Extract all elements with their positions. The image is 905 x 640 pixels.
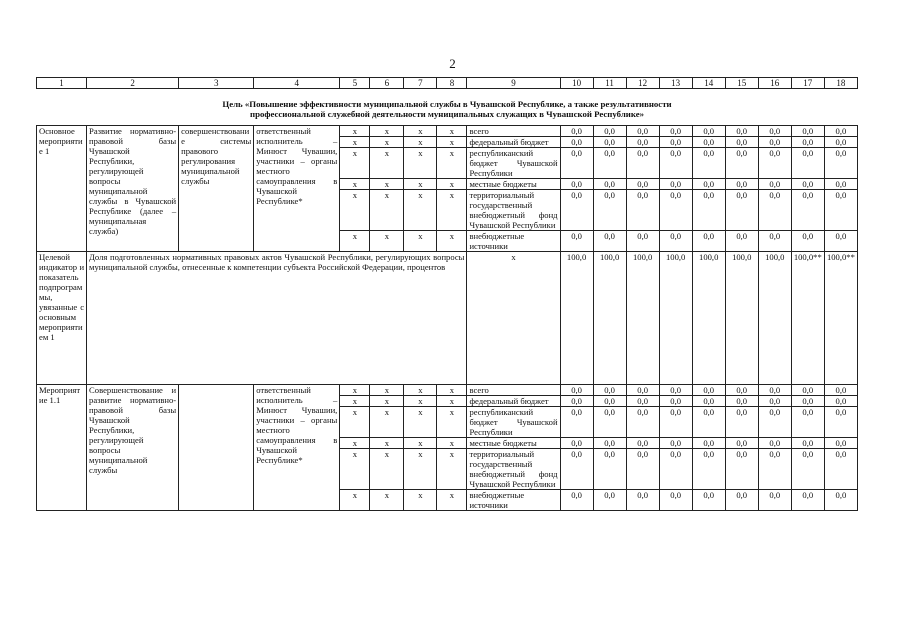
budget-code-mark: х (404, 449, 437, 490)
column-header-5: 5 (340, 78, 370, 89)
funding-value: 0,0 (791, 126, 824, 137)
funding-value: 0,0 (758, 148, 791, 179)
funding-value: 0,0 (560, 449, 593, 490)
funding-value: 0,0 (560, 231, 593, 252)
budget-code-mark: х (437, 179, 467, 190)
budget-code-mark: х (437, 438, 467, 449)
budget-code-mark: х (404, 231, 437, 252)
budget-code-mark: х (340, 137, 370, 148)
funding-source: внебюджетные источники (467, 490, 560, 511)
funding-value: 0,0 (758, 438, 791, 449)
indicator-value: 100,0 (626, 252, 659, 385)
budget-code-mark: х (340, 438, 370, 449)
funding-source: местные бюджеты (467, 438, 560, 449)
funding-value: 0,0 (626, 396, 659, 407)
funding-value: 0,0 (758, 126, 791, 137)
funding-value: 0,0 (692, 438, 725, 449)
budget-code-mark: х (340, 179, 370, 190)
funding-value: 0,0 (725, 490, 758, 511)
funding-value: 0,0 (824, 190, 857, 231)
funding-value: 0,0 (593, 148, 626, 179)
funding-value: 0,0 (824, 137, 857, 148)
column-header-17: 17 (791, 78, 824, 89)
funding-value: 0,0 (791, 490, 824, 511)
budget-code-mark: х (404, 190, 437, 231)
funding-value: 0,0 (560, 148, 593, 179)
funding-value: 0,0 (593, 231, 626, 252)
budget-code-mark: х (340, 490, 370, 511)
funding-value: 0,0 (659, 190, 692, 231)
budget-code-mark: х (370, 385, 404, 396)
funding-value: 0,0 (725, 449, 758, 490)
funding-source: территориальный государственный внебюджетный фонд Чувашской Республики (467, 449, 560, 490)
funding-value: 0,0 (692, 385, 725, 396)
funding-value: 0,0 (824, 231, 857, 252)
funding-value: 0,0 (659, 449, 692, 490)
funding-value: 0,0 (659, 385, 692, 396)
main-event-title: Развитие нормативно-правовой базы Чувашской Республики, регулирующей вопросы муниципальной службы в Чувашской Республике (далее – муниципальная служба) (87, 126, 179, 252)
indicator-label: Целевой индикатор и показатель подпрограммы, увязанные с основным мероприятием 1 (37, 252, 87, 385)
funding-value: 0,0 (692, 179, 725, 190)
budget-code-mark: х (404, 438, 437, 449)
budget-code-mark: х (370, 407, 404, 438)
column-header-7: 7 (404, 78, 437, 89)
indicator-value: 100,0 (692, 252, 725, 385)
funding-value: 0,0 (824, 490, 857, 511)
budget-code-mark: х (437, 190, 467, 231)
funding-value: 0,0 (593, 190, 626, 231)
table-body (37, 78, 858, 511)
goal-line-2: профессиональной служебной деятельности муниципальных служащих в Чувашской Республике» (250, 109, 644, 119)
funding-value: 0,0 (593, 449, 626, 490)
main-event-code: Основное мероприятие 1 (37, 126, 87, 252)
budget-code-mark: х (437, 407, 467, 438)
funding-value: 0,0 (560, 190, 593, 231)
budget-code-mark: х (404, 179, 437, 190)
main-event-expected-result: совершенствование системы правового регулирования муниципальной службы (179, 126, 254, 252)
column-header-4: 4 (254, 78, 340, 89)
funding-value: 0,0 (824, 126, 857, 137)
budget-code-mark: х (340, 407, 370, 438)
funding-value: 0,0 (659, 231, 692, 252)
goal-cell (37, 89, 858, 126)
header-row (37, 78, 858, 89)
funding-value: 0,0 (725, 396, 758, 407)
funding-value: 0,0 (692, 126, 725, 137)
goal-line-1: Цель «Повышение эффективности муниципальной службы в Чувашской Республике, а также результативности (222, 99, 672, 109)
column-header-13: 13 (659, 78, 692, 89)
funding-value: 0,0 (692, 190, 725, 231)
budget-code-mark: х (404, 126, 437, 137)
funding-value: 0,0 (725, 179, 758, 190)
funding-value: 0,0 (758, 179, 791, 190)
column-header-16: 16 (758, 78, 791, 89)
funding-value: 0,0 (692, 396, 725, 407)
budget-code-mark: х (370, 137, 404, 148)
funding-value: 0,0 (659, 179, 692, 190)
funding-value: 0,0 (560, 438, 593, 449)
funding-value: 0,0 (593, 385, 626, 396)
funding-value: 0,0 (692, 449, 725, 490)
budget-code-mark: х (437, 137, 467, 148)
funding-value: 0,0 (659, 490, 692, 511)
budget-code-mark: х (370, 438, 404, 449)
funding-value: 0,0 (758, 190, 791, 231)
budget-code-mark: х (437, 449, 467, 490)
column-header-1: 1 (37, 78, 87, 89)
funding-value: 0,0 (725, 385, 758, 396)
funding-source: республиканский бюджет Чувашской Республики (467, 148, 560, 179)
indicator-value: 100,0 (593, 252, 626, 385)
budget-code-mark: х (340, 148, 370, 179)
event-1-1-funding-row (37, 385, 858, 396)
funding-value: 0,0 (725, 231, 758, 252)
funding-value: 0,0 (824, 407, 857, 438)
funding-value: 0,0 (692, 490, 725, 511)
funding-value: 0,0 (791, 137, 824, 148)
funding-value: 0,0 (560, 490, 593, 511)
indicator-value: 100,0** (824, 252, 857, 385)
budget-code-mark: х (437, 148, 467, 179)
program-table (36, 77, 858, 511)
funding-value: 0,0 (791, 148, 824, 179)
funding-value: 0,0 (626, 126, 659, 137)
funding-value: 0,0 (791, 396, 824, 407)
column-header-6: 6 (370, 78, 404, 89)
funding-value: 0,0 (659, 137, 692, 148)
event-1-1-title: Совершенствование и развитие нормативно-правовой базы Чувашской Республики, регулирующей вопросы муниципальной службы (87, 385, 179, 511)
funding-value: 0,0 (725, 126, 758, 137)
indicator-mark: х (467, 252, 560, 385)
column-header-15: 15 (725, 78, 758, 89)
budget-code-mark: х (370, 396, 404, 407)
funding-value: 0,0 (626, 137, 659, 148)
funding-value: 0,0 (758, 231, 791, 252)
event-1-1-code: Мероприятие 1.1 (37, 385, 87, 511)
funding-value: 0,0 (791, 179, 824, 190)
column-header-18: 18 (824, 78, 857, 89)
budget-code-mark: х (340, 231, 370, 252)
funding-value: 0,0 (659, 396, 692, 407)
indicator-value: 100,0 (725, 252, 758, 385)
funding-value: 0,0 (626, 385, 659, 396)
funding-source: местные бюджеты (467, 179, 560, 190)
budget-code-mark: х (370, 231, 404, 252)
funding-value: 0,0 (758, 385, 791, 396)
budget-code-mark: х (404, 385, 437, 396)
budget-code-mark: х (370, 490, 404, 511)
column-header-11: 11 (593, 78, 626, 89)
funding-value: 0,0 (824, 438, 857, 449)
funding-value: 0,0 (824, 385, 857, 396)
budget-code-mark: х (340, 190, 370, 231)
funding-value: 0,0 (758, 396, 791, 407)
funding-source: республиканский бюджет Чувашской Республики (467, 407, 560, 438)
funding-value: 0,0 (725, 438, 758, 449)
funding-value: 0,0 (725, 407, 758, 438)
funding-value: 0,0 (626, 190, 659, 231)
funding-value: 0,0 (824, 396, 857, 407)
column-header-12: 12 (626, 78, 659, 89)
funding-value: 0,0 (758, 137, 791, 148)
column-header-3: 3 (179, 78, 254, 89)
funding-value: 0,0 (659, 438, 692, 449)
main-event-funding-row (37, 126, 858, 137)
budget-code-mark: х (404, 148, 437, 179)
main-event-executor: ответственный исполнитель – Минюст Чувашии, участники – органы местного самоуправления в Чувашской Республике* (254, 126, 340, 252)
funding-value: 0,0 (791, 231, 824, 252)
funding-value: 0,0 (626, 449, 659, 490)
budget-code-mark: х (437, 490, 467, 511)
funding-source: федеральный бюджет (467, 396, 560, 407)
funding-value: 0,0 (824, 179, 857, 190)
funding-value: 0,0 (593, 407, 626, 438)
funding-value: 0,0 (758, 449, 791, 490)
funding-value: 0,0 (692, 137, 725, 148)
budget-code-mark: х (340, 126, 370, 137)
indicator-value: 100,0 (560, 252, 593, 385)
funding-value: 0,0 (725, 190, 758, 231)
funding-value: 0,0 (791, 385, 824, 396)
funding-value: 0,0 (626, 231, 659, 252)
funding-value: 0,0 (560, 407, 593, 438)
goal-row (37, 89, 858, 126)
budget-code-mark: х (404, 407, 437, 438)
column-header-9: 9 (467, 78, 560, 89)
indicator-row (37, 252, 858, 385)
funding-value: 0,0 (791, 438, 824, 449)
funding-value: 0,0 (659, 126, 692, 137)
funding-value: 0,0 (593, 490, 626, 511)
funding-value: 0,0 (593, 126, 626, 137)
budget-code-mark: х (437, 126, 467, 137)
funding-value: 0,0 (560, 137, 593, 148)
event-1-1-executor: ответственный исполнитель – Минюст Чувашии, участники – органы местного самоуправления в Чувашской Республике* (254, 385, 340, 511)
funding-value: 0,0 (560, 385, 593, 396)
funding-value: 0,0 (791, 407, 824, 438)
funding-value: 0,0 (659, 148, 692, 179)
funding-value: 0,0 (824, 148, 857, 179)
funding-value: 0,0 (758, 490, 791, 511)
funding-value: 0,0 (626, 438, 659, 449)
funding-value: 0,0 (560, 396, 593, 407)
funding-value: 0,0 (824, 449, 857, 490)
funding-source: всего (467, 126, 560, 137)
column-header-2: 2 (87, 78, 179, 89)
funding-value: 0,0 (692, 407, 725, 438)
budget-code-mark: х (340, 449, 370, 490)
column-header-8: 8 (437, 78, 467, 89)
funding-value: 0,0 (692, 231, 725, 252)
event-1-1-expected-result (179, 385, 254, 511)
funding-value: 0,0 (725, 148, 758, 179)
column-header-14: 14 (692, 78, 725, 89)
page-number: 2 (449, 56, 456, 71)
budget-code-mark: х (370, 179, 404, 190)
funding-value: 0,0 (593, 137, 626, 148)
funding-value: 0,0 (593, 396, 626, 407)
budget-code-mark: х (340, 385, 370, 396)
funding-value: 0,0 (725, 137, 758, 148)
indicator-value: 100,0** (791, 252, 824, 385)
funding-value: 0,0 (692, 148, 725, 179)
indicator-value: 100,0 (758, 252, 791, 385)
budget-code-mark: х (370, 190, 404, 231)
budget-code-mark: х (404, 137, 437, 148)
budget-code-mark: х (404, 396, 437, 407)
funding-value: 0,0 (758, 407, 791, 438)
funding-value: 0,0 (626, 407, 659, 438)
funding-source: территориальный государственный внебюджетный фонд Чувашской Республики (467, 190, 560, 231)
budget-code-mark: х (370, 148, 404, 179)
budget-code-mark: х (370, 449, 404, 490)
funding-value: 0,0 (560, 179, 593, 190)
budget-code-mark: х (437, 396, 467, 407)
funding-source: федеральный бюджет (467, 137, 560, 148)
funding-value: 0,0 (593, 179, 626, 190)
budget-code-mark: х (437, 231, 467, 252)
budget-code-mark: х (437, 385, 467, 396)
budget-code-mark: х (340, 396, 370, 407)
funding-value: 0,0 (593, 438, 626, 449)
funding-source: всего (467, 385, 560, 396)
funding-source: внебюджетные источники (467, 231, 560, 252)
funding-value: 0,0 (791, 190, 824, 231)
funding-value: 0,0 (626, 490, 659, 511)
funding-value: 0,0 (626, 179, 659, 190)
column-header-10: 10 (560, 78, 593, 89)
funding-value: 0,0 (791, 449, 824, 490)
indicator-value: 100,0 (659, 252, 692, 385)
funding-value: 0,0 (626, 148, 659, 179)
funding-value: 0,0 (659, 407, 692, 438)
budget-code-mark: х (370, 126, 404, 137)
funding-value: 0,0 (560, 126, 593, 137)
budget-code-mark: х (404, 490, 437, 511)
indicator-text: Доля подготовленных нормативных правовых актов Чувашской Республики, регулирующих вопросы муниципальной службы, отнесенные к компетенции субъекта Российской Федерации, процентов (87, 252, 467, 385)
